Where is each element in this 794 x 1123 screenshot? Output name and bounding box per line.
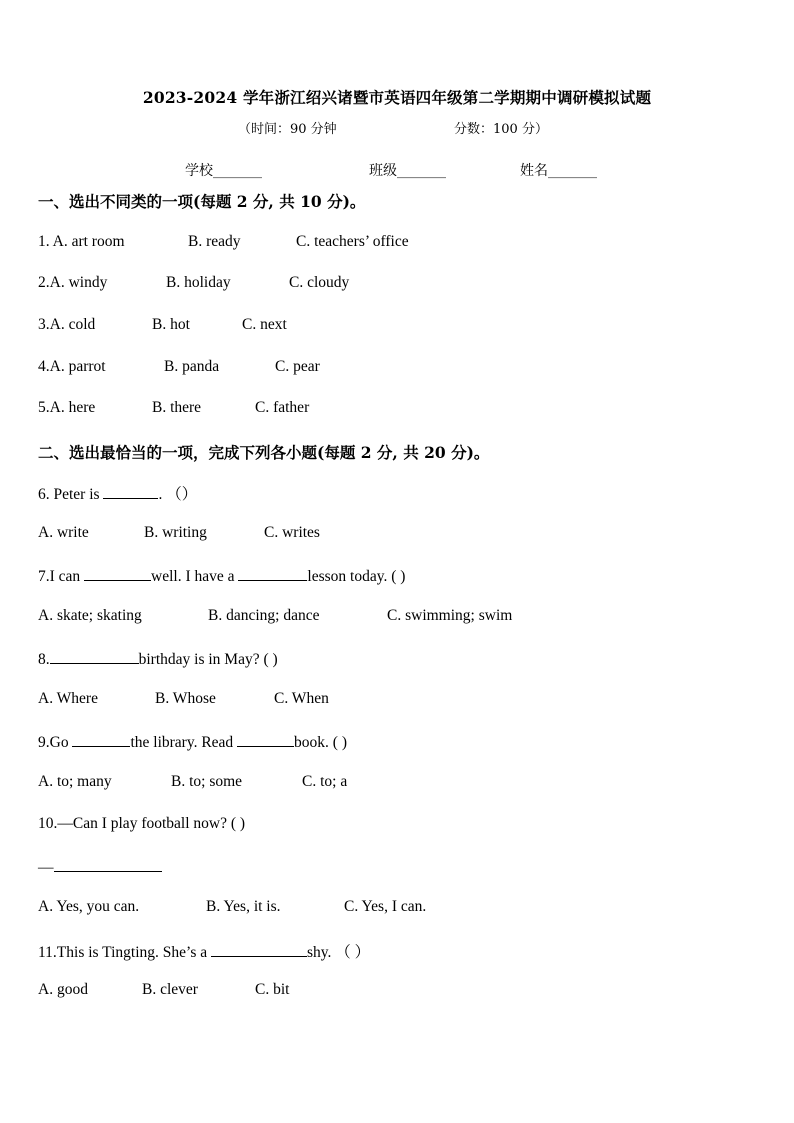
q6-option-b: B. writing bbox=[144, 524, 207, 541]
answer-blank[interactable] bbox=[238, 566, 307, 581]
q11-option-c: C. bit bbox=[255, 981, 290, 998]
q3-option-b: B. hot bbox=[152, 316, 190, 333]
q8-option-b: B. Whose bbox=[155, 690, 216, 707]
q4-option-b: B. panda bbox=[164, 358, 220, 375]
q3-option-c: C. next bbox=[242, 316, 287, 333]
q5-option-c: C. father bbox=[255, 399, 310, 416]
q5-option-a: 5.A. here bbox=[38, 399, 96, 416]
page-title: 2023-2024 学年浙江绍兴诸暨市英语四年级第二学期期中调研模拟试题 bbox=[142, 88, 652, 107]
q11-stem-start: 11.This is Tingting. She’s a bbox=[38, 944, 208, 961]
q7-stem-middle: well. I have a bbox=[151, 568, 235, 585]
answer-blank[interactable] bbox=[50, 649, 139, 664]
q4-option-a: 4.A. parrot bbox=[38, 358, 106, 375]
question-4 bbox=[38, 358, 320, 376]
q6-option-a: A. write bbox=[38, 524, 89, 541]
school-field: 学校_______ bbox=[185, 163, 262, 179]
question-10-reply bbox=[38, 857, 162, 877]
q9-stem-end: book. ( ) bbox=[294, 734, 347, 751]
q10-option-a: A. Yes, you can. bbox=[38, 898, 140, 915]
answer-blank[interactable] bbox=[103, 484, 158, 499]
question-5 bbox=[38, 399, 309, 417]
q9-stem-start: 9.Go bbox=[38, 734, 69, 751]
q1-option-c: C. teachers’ office bbox=[296, 233, 409, 250]
question-11-stem bbox=[38, 940, 370, 962]
q11-stem-end: shy. （ ） bbox=[306, 944, 371, 961]
question-8-options bbox=[38, 690, 329, 708]
q7-option-b: B. dancing; dance bbox=[208, 607, 320, 624]
question-3 bbox=[38, 316, 287, 334]
name-field: 姓名_______ bbox=[520, 163, 597, 179]
answer-blank[interactable] bbox=[54, 857, 162, 872]
q5-option-b: B. there bbox=[152, 399, 202, 416]
q10-option-c: C. Yes, I can. bbox=[344, 898, 427, 915]
q1-option-a: 1. A. art room bbox=[38, 233, 125, 250]
question-10-stem: 10.—Can I play football now? ( ) bbox=[38, 815, 246, 832]
class-field: 班级_______ bbox=[369, 163, 446, 179]
question-6-stem bbox=[38, 482, 197, 504]
q6-option-c: C. writes bbox=[264, 524, 320, 541]
q6-stem-end: . （） bbox=[158, 486, 198, 503]
exam-score: 分数：100 分） bbox=[454, 122, 548, 137]
answer-blank[interactable] bbox=[84, 566, 151, 581]
section-2-heading: 二、选出最恰当的一项，完成下列各小题(每题 2 分, 共 20 分)。 bbox=[38, 443, 490, 462]
exam-time: （时间：90 分钟 bbox=[238, 122, 337, 137]
question-9-stem bbox=[38, 732, 347, 752]
q7-stem-end: lesson today. ( ) bbox=[307, 568, 406, 585]
q7-option-a: A. skate; skating bbox=[38, 607, 142, 624]
q3-option-a: 3.A. cold bbox=[38, 316, 96, 333]
q7-option-c: C. swimming; swim bbox=[387, 607, 513, 624]
q1-option-b: B. ready bbox=[188, 233, 241, 250]
q6-stem-start: 6. Peter is bbox=[38, 486, 100, 503]
question-7-stem bbox=[38, 566, 405, 586]
q2-option-c: C. cloudy bbox=[289, 274, 350, 291]
q8-stem-end: birthday is in May? ( ) bbox=[138, 651, 278, 668]
question-8-stem bbox=[38, 649, 278, 669]
answer-blank[interactable] bbox=[237, 732, 294, 747]
q2-option-a: 2.A. windy bbox=[38, 274, 108, 291]
q10-reply-dash: — bbox=[38, 859, 54, 876]
q7-stem-start: 7.I can bbox=[38, 568, 81, 585]
question-7-options bbox=[38, 607, 512, 625]
section-1-heading: 一、选出不同类的一项(每题 2 分, 共 10 分)。 bbox=[38, 192, 366, 211]
question-1 bbox=[38, 233, 409, 251]
q10-option-b: B. Yes, it is. bbox=[206, 898, 281, 915]
q9-stem-middle: the library. Read bbox=[130, 734, 234, 751]
q4-option-c: C. pear bbox=[275, 358, 320, 375]
question-6-options bbox=[38, 524, 320, 542]
answer-blank[interactable] bbox=[72, 732, 130, 747]
q11-option-b: B. clever bbox=[142, 981, 198, 998]
question-9-options bbox=[38, 773, 347, 791]
q9-option-b: B. to; some bbox=[171, 773, 243, 790]
q11-option-a: A. good bbox=[38, 981, 88, 998]
question-11-options bbox=[38, 981, 289, 999]
q2-option-b: B. holiday bbox=[166, 274, 231, 291]
q8-option-a: A. Where bbox=[38, 690, 98, 707]
question-10-options bbox=[38, 898, 426, 916]
q8-option-c: C. When bbox=[274, 690, 329, 707]
answer-blank[interactable] bbox=[211, 942, 307, 957]
q8-stem-start: 8. bbox=[38, 651, 50, 668]
question-2 bbox=[38, 274, 349, 292]
q9-option-c: C. to; a bbox=[302, 773, 348, 790]
q9-option-a: A. to; many bbox=[38, 773, 112, 790]
